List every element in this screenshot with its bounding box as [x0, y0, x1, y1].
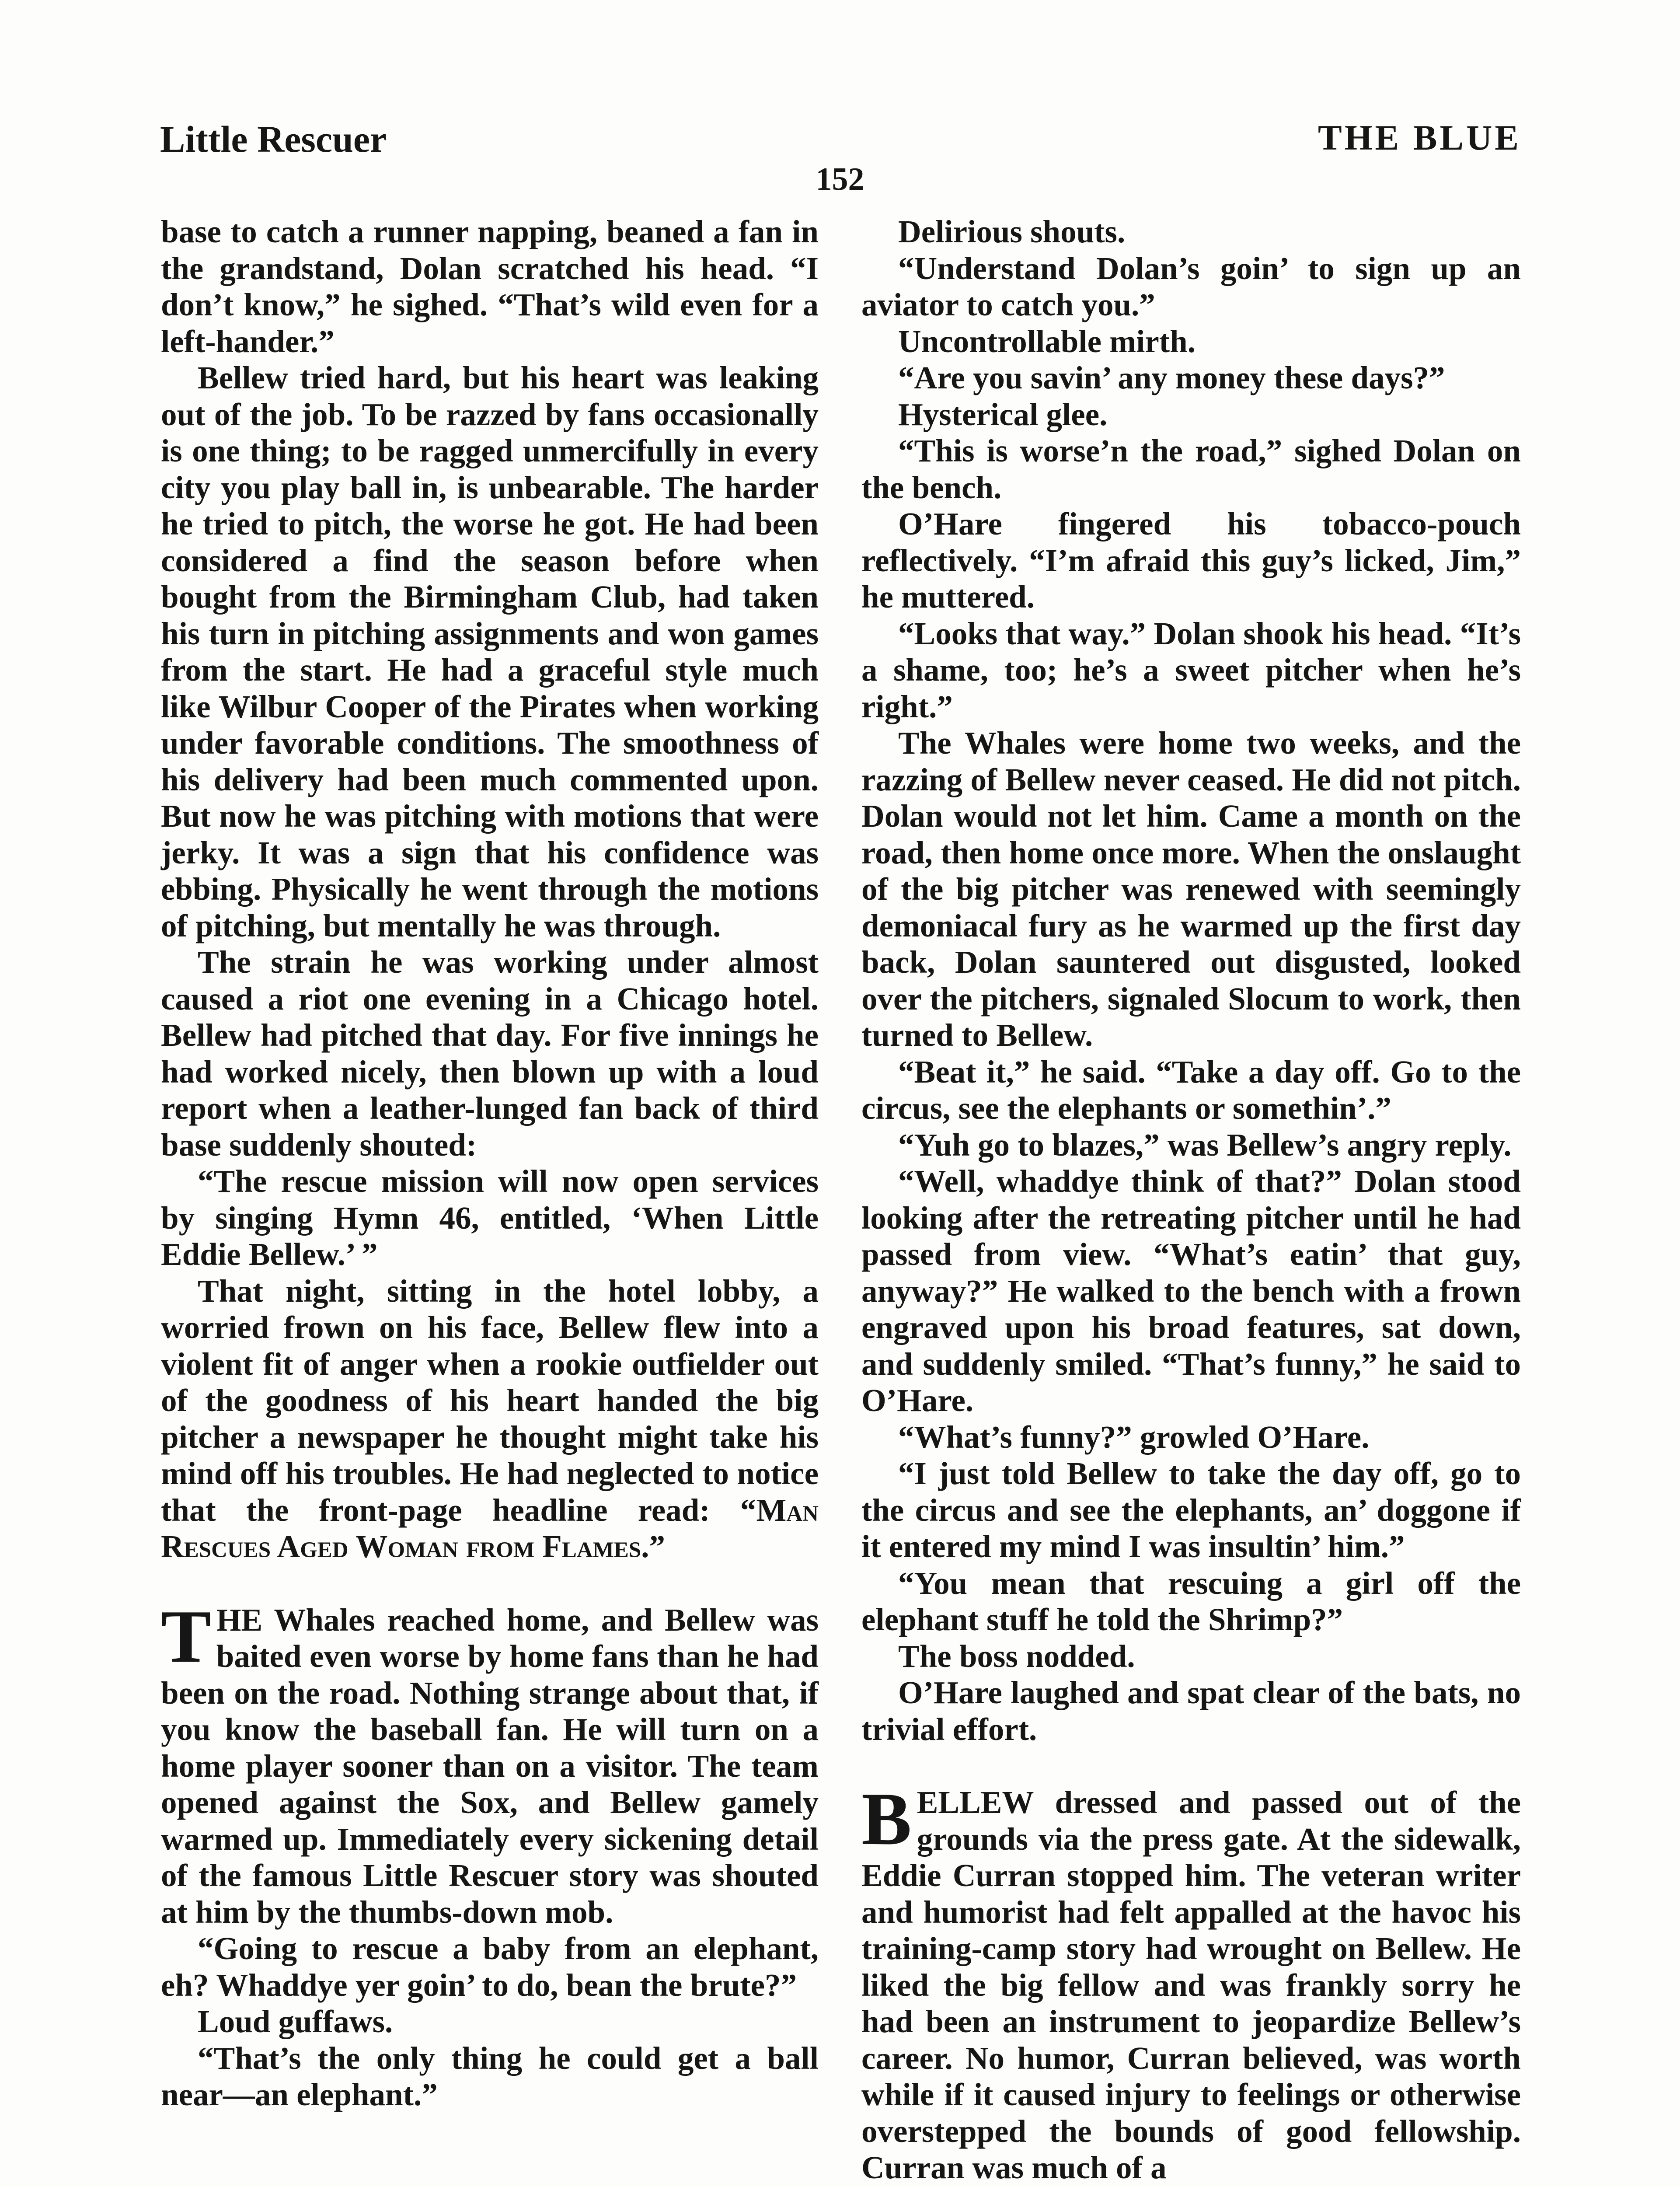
paragraph: “Yuh go to blazes,” was Bellew’s angry reply. [898, 1127, 1512, 1163]
paragraph-with-headline [161, 1273, 819, 1565]
paragraph: base to catch a runner napping, beaned a fan in the grandstand, Dolan scratched his head. “I don’t know,” he sighed. “That’s wild even for a left-hander.” [161, 214, 819, 359]
paragraph: Loud guffaws. [198, 2004, 393, 2039]
section-opening-paragraph [161, 1595, 819, 1931]
paragraph-text: That night, sitting in the hotel lobby, a worried frown on his face, Bellew flew into a violent fit of anger when a rookie outfielder out of the goodness of his heart handed the big pitcher a newspaper he thought might take his mind off his troubles. He had neglected to notice that the front-page headline read: “ [161, 1273, 819, 1528]
paragraph: “The rescue mission will now open services by singing Hymn 46, entitled, ‘When Little Eddie Bellew.’ ” [161, 1163, 819, 1272]
paragraph: “Beat it,” he said. “Take a day off. Go to the circus, see the elephants or somethin’.” [861, 1054, 1521, 1126]
paragraph: “You mean that rescuing a girl off the elephant stuff he told the Shrimp?” [861, 1565, 1521, 1637]
paragraph-text: ELLEW dressed and passed out of the grounds via the press gate. At the sidewalk, Eddie Curran stopped him. The veteran writer and humorist had felt appalled at the havoc his training-camp story had wrought on Bellew. He liked the big fellow and was frankly sorry he had been an instrument to jeopardize Bellew’s career. No humor, Curran believed, was worth while if it caused injury to feelings or otherwise overstepped the bounds of good fellowship. Curran was much of a [861, 1785, 1521, 2185]
left-text-column [161, 213, 819, 2113]
paragraph: “Well, whaddye think of that?” Dolan stood looking after the retreating pitcher until he had passed from view. “What’s eatin’ that guy, anyway?” He walked to the bench with a frown engraved upon his broad features, sat down, and suddenly smiled. “That’s funny,” he said to O’Hare. [861, 1163, 1521, 1418]
paragraph: Bellew tried hard, but his heart was leaking out of the job. To be razzed by fans occasionally is one thing; to be ragged unmercifully in every city you play ball in, is unbearable. The harder he tried to pitch, the worse he got. He had been considered a find the season before when bought from the Birmingham Club, had taken his turn in pitching assignments and won games from the start. He had a graceful style much like Wilbur Cooper of the Pirates when working under favorable conditions. The smoothness of his delivery had been much commented upon. But now he was pitching with motions that were jerky. It was a sign that his confidence was ebbing. Physically he went through the motions of pitching, but mentally he was through. [161, 360, 819, 943]
paragraph: “Looks that way.” Dolan shook his head. “It’s a shame, too; he’s a sweet pitcher when he’s right.” [861, 615, 1521, 724]
paragraph: “What’s funny?” growled O’Hare. [898, 1419, 1370, 1455]
paragraph-text: HE Whales reached home, and Bellew was baited even worse by home fans than he had been on the road. Nothing strange about that, if you know the baseball fan. He will turn on a home player sooner than on a visitor. The team opened against the Sox, and Bellew gamely warmed up. Immediately every sickening detail of the famous Little Rescuer story was shouted at him by the thumbs-down mob. [161, 1602, 819, 1930]
paragraph: O’Hare fingered his tobacco-pouch reflectively. “I’m afraid this guy’s licked, Jim,” he muttered. [861, 506, 1521, 615]
running-head-story-title: Little Rescuer [160, 118, 387, 160]
paragraph: “I just told Bellew to take the day off, go to the circus and see the elephants, an’ doggone if it entered my mind I was insultin’ him.” [861, 1456, 1521, 1564]
section-opening-paragraph [861, 1778, 1521, 2186]
newspaper-headline: Man Rescues Aged Woman from Flames [161, 1492, 819, 1564]
paragraph: “That’s the only thing he could get a ball near—an elephant.” [161, 2040, 819, 2112]
paragraph: “Are you savin’ any money these days?” [898, 360, 1445, 395]
paragraph: The Whales were home two weeks, and the razzing of Bellew never ceased. He did not pitch. Dolan would not let him. Came a month on the road, then home once more. When the onslaught of the big pitcher was renewed with seemingly demoniacal fury as he warmed up the first day back, Dolan sauntered out disgusted, looked over the pitchers, signaled Slocum to work, then turned to Bellew. [861, 725, 1521, 1053]
paragraph: Hysterical glee. [898, 396, 1108, 432]
paragraph: O’Hare laughed and spat clear of the bats, no trivial effort. [861, 1675, 1521, 1747]
paragraph-text-end: .” [641, 1529, 665, 1564]
paragraph: “Understand Dolan’s goin’ to sign up an aviator to catch you.” [861, 250, 1521, 322]
paragraph: “This is worse’n the road,” sighed Dolan on the bench. [861, 433, 1521, 505]
paragraph: The strain he was working under almost caused a riot one evening in a Chicago hotel. Bellew had pitched that day. For five innings he had worked nicely, then blown up with a loud report when a leather-lunged fan back of third base suddenly shouted: [161, 944, 819, 1163]
paragraph: The boss nodded. [898, 1638, 1135, 1674]
drop-cap: B [861, 1778, 912, 1861]
running-head-magazine-title: THE BLUE [1318, 118, 1521, 157]
page-number: 152 [816, 161, 864, 197]
right-text-column [861, 213, 1521, 2186]
drop-cap: T [161, 1595, 211, 1678]
paragraph: Delirious shouts. [898, 214, 1126, 249]
paragraph: Uncontrollable mirth. [898, 323, 1196, 359]
paragraph: “Going to rescue a baby from an elephant, eh? Whaddye yer goin’ to do, bean the brute?” [161, 1931, 819, 2003]
